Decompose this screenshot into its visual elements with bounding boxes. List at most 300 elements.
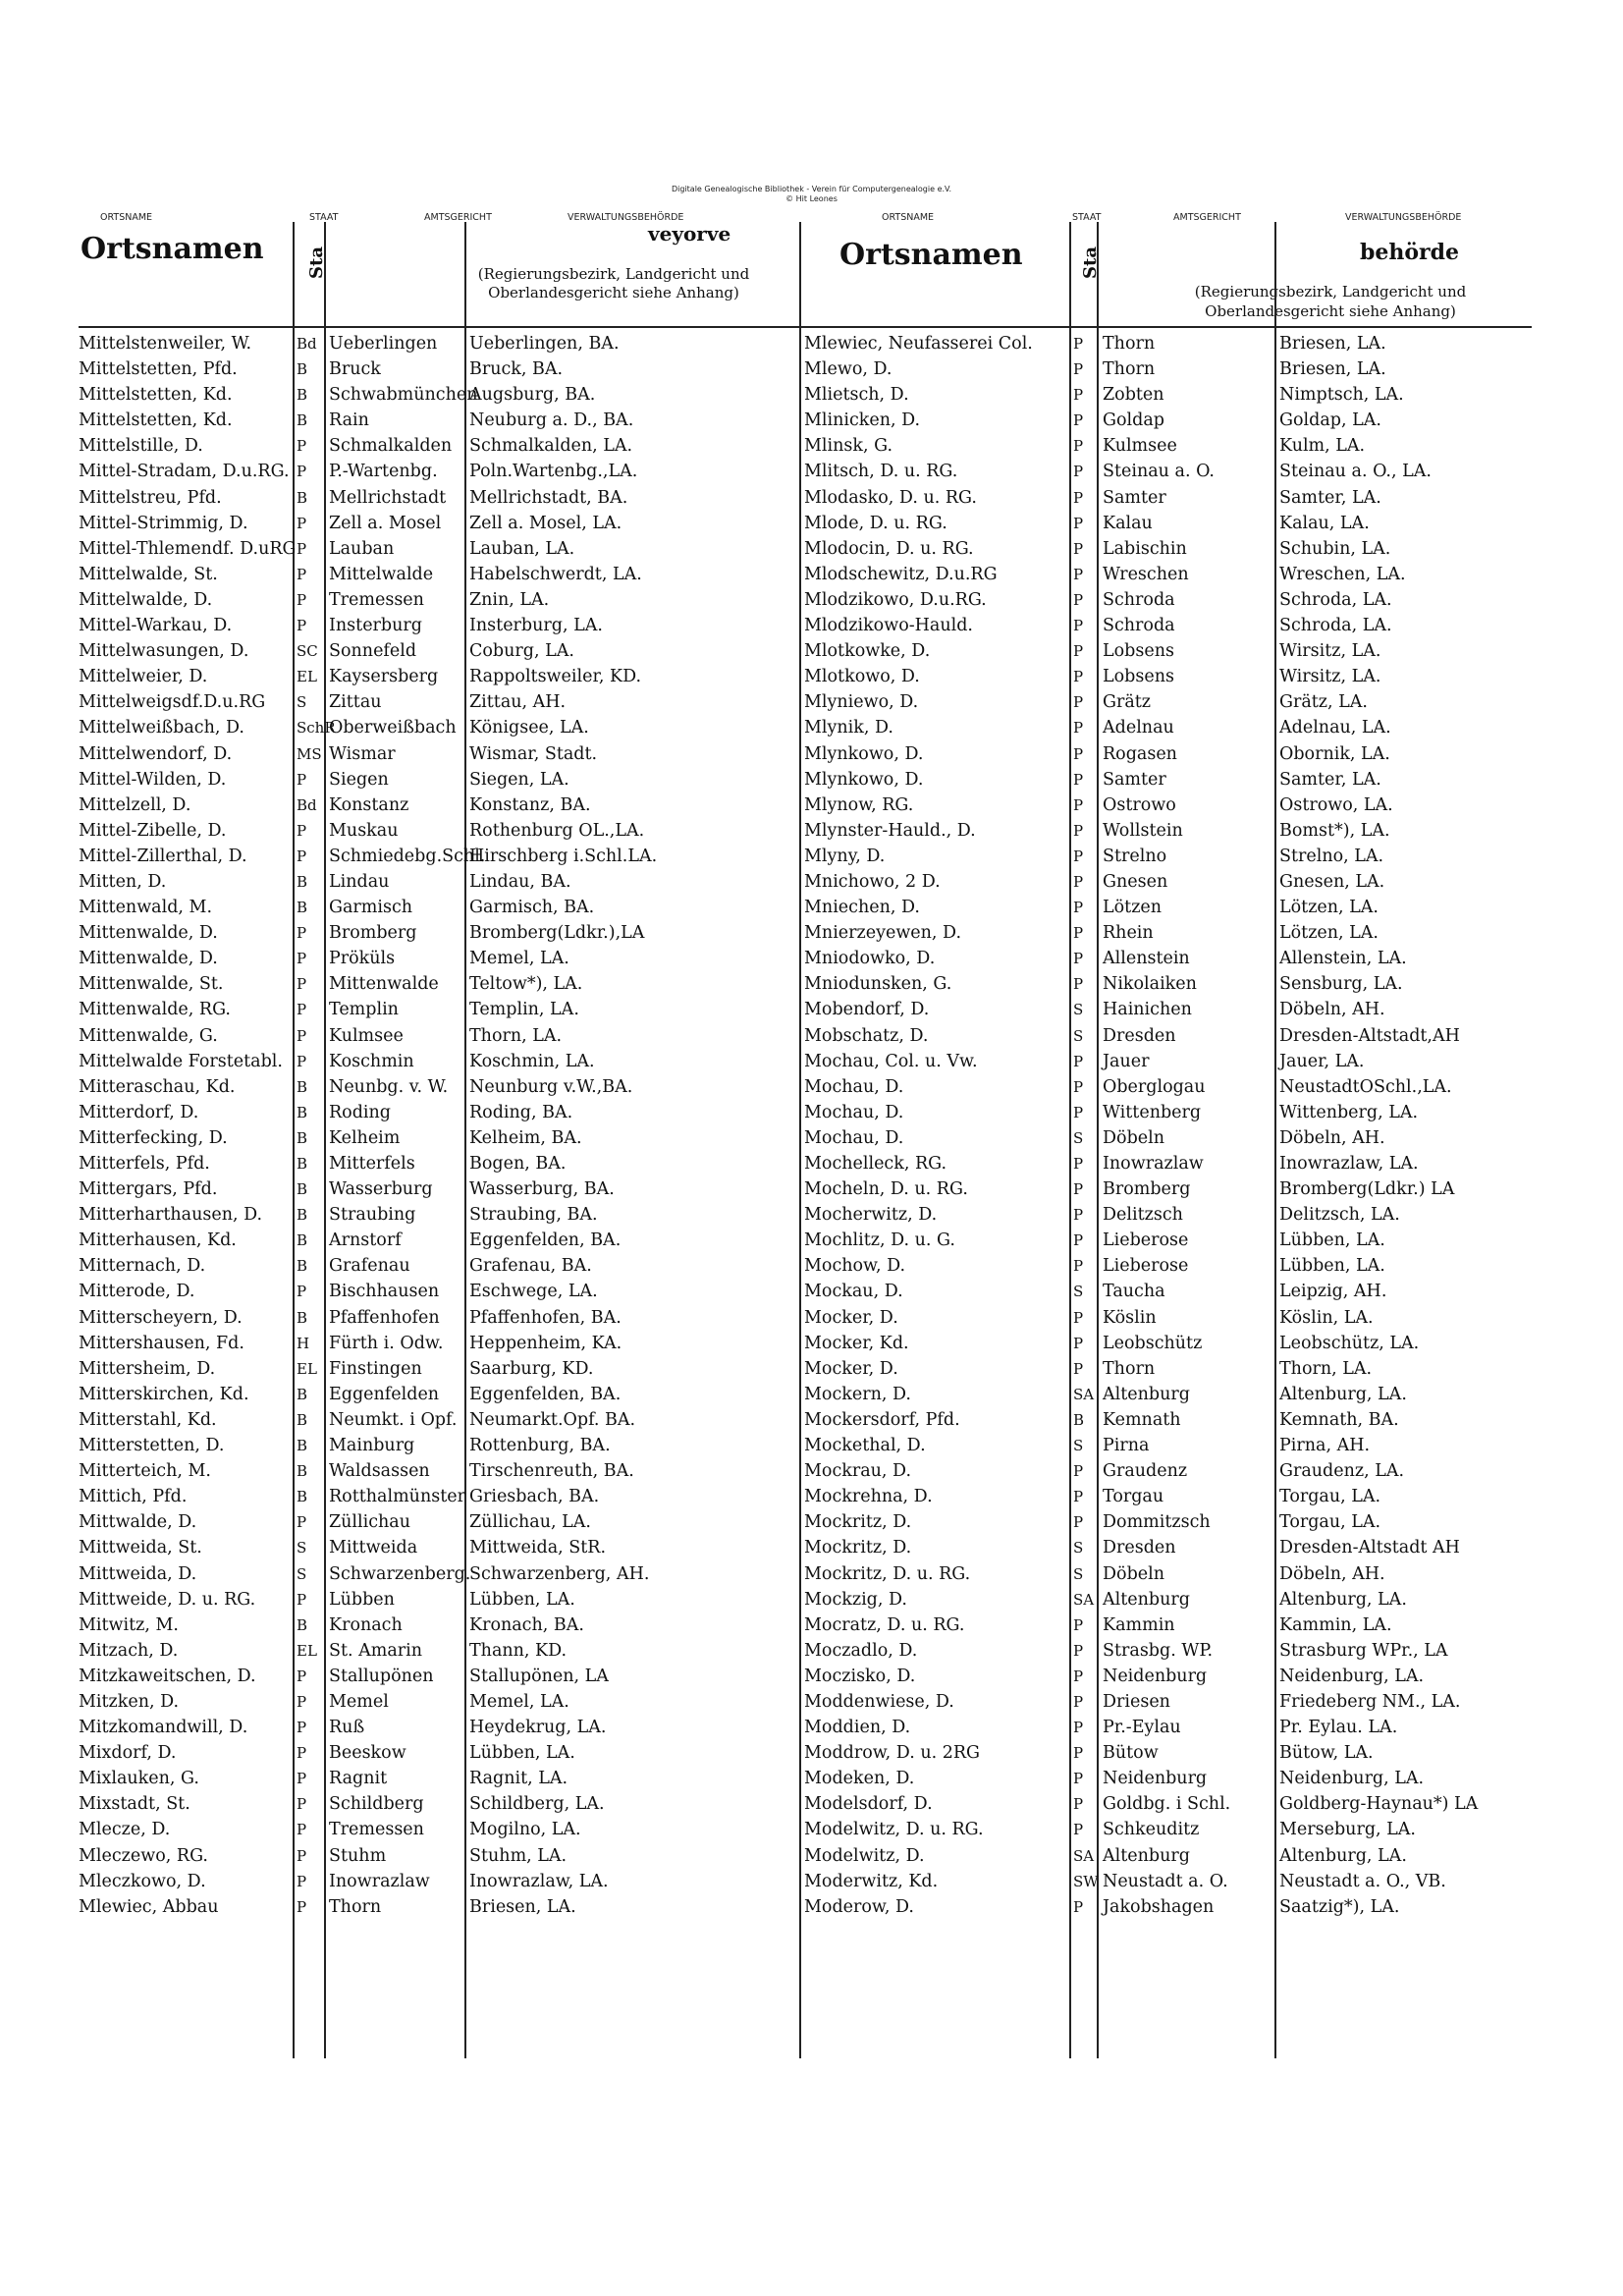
verwaltung-cell: Schildberg, LA. xyxy=(469,1794,605,1815)
amtsgericht-cell: Oberweißbach xyxy=(329,718,457,738)
amtsgericht-cell: Stuhm xyxy=(329,1845,387,1866)
table-row xyxy=(800,1049,1532,1074)
staat-cell: B xyxy=(297,1128,308,1147)
table-row xyxy=(79,920,800,946)
ortsname-cell: Mlynik, D. xyxy=(804,718,893,738)
ortsname-cell: Mitzach, D. xyxy=(79,1640,179,1661)
staat-cell: P xyxy=(297,1744,307,1763)
amtsgericht-cell: Kulmsee xyxy=(1103,436,1177,457)
ortsname-cell: Mocker, D. xyxy=(804,1358,898,1379)
staat-cell: P xyxy=(297,590,307,609)
staat-cell: P xyxy=(297,975,307,994)
ortsname-cell: Mittelweier, D. xyxy=(79,667,208,687)
staat-cell: P xyxy=(1073,719,1084,738)
ortsname-cell: Mittelwasungen, D. xyxy=(79,641,249,662)
header-label-staat-right: STAAT xyxy=(1072,212,1102,223)
table-row xyxy=(800,1331,1532,1356)
verwaltung-cell: Neustadt a. O., VB. xyxy=(1279,1871,1446,1891)
staat-cell: P xyxy=(1073,1308,1084,1327)
header-label-ortsname-left: ORTSNAME xyxy=(100,212,153,223)
staat-cell: P xyxy=(1073,847,1084,865)
amtsgericht-cell: Ueberlingen xyxy=(329,334,438,354)
table-row xyxy=(79,1843,800,1869)
staat-cell: P xyxy=(1073,668,1084,686)
verwaltung-cell: Lübben, LA. xyxy=(469,1589,575,1610)
table-row xyxy=(800,1151,1532,1176)
ortsname-cell: Mochau, D. xyxy=(804,1076,904,1097)
ortsname-cell: Mittelweigsdf.D.u.RG xyxy=(79,692,266,713)
verwaltung-cell: Altenburg, LA. xyxy=(1279,1589,1407,1610)
amtsgericht-cell: Grafenau xyxy=(329,1256,410,1277)
amtsgericht-cell: Rain xyxy=(329,410,369,431)
table-row xyxy=(79,741,800,767)
table-row xyxy=(79,1433,800,1458)
ortsname-cell: Mlinicken, D. xyxy=(804,410,921,431)
table-row xyxy=(79,562,800,587)
staat-cell: P xyxy=(1073,1795,1084,1814)
staat-cell: P xyxy=(1073,1334,1084,1352)
verwaltung-cell: Augsburg, BA. xyxy=(469,385,596,406)
table-row xyxy=(79,356,800,382)
amtsgericht-cell: Delitzsch xyxy=(1103,1205,1183,1226)
verwaltung-cell: Memel, LA. xyxy=(469,949,569,969)
staat-cell: P xyxy=(1073,1052,1084,1070)
amtsgericht-cell: Schkeuditz xyxy=(1103,1820,1200,1840)
verwaltung-cell: Torgau, LA. xyxy=(1279,1512,1381,1533)
verwaltung-cell: Goldberg-Haynau*) LA xyxy=(1279,1794,1479,1815)
table-row xyxy=(800,1766,1532,1791)
ortsname-cell: Mitterskirchen, Kd. xyxy=(79,1384,249,1404)
ortsname-cell: Mitterdorf, D. xyxy=(79,1102,199,1122)
amtsgericht-cell: Rogasen xyxy=(1103,743,1177,764)
amtsgericht-cell: Garmisch xyxy=(329,898,413,918)
amtsgericht-cell: Insterburg xyxy=(329,616,422,636)
table-row xyxy=(800,485,1532,511)
amtsgericht-cell: Schroda xyxy=(1103,616,1175,636)
amtsgericht-cell: Muskau xyxy=(329,820,399,841)
ortsname-cell: Mlodasko, D. u. RG. xyxy=(804,487,977,508)
staat-cell: P xyxy=(1073,1821,1084,1839)
verwaltung-cell: Samter, LA. xyxy=(1279,487,1381,508)
ortsname-cell: Mlynow, RG. xyxy=(804,794,914,815)
verwaltung-cell: Delitzsch, LA. xyxy=(1279,1205,1400,1226)
table-row xyxy=(800,1791,1532,1817)
right-staat-heading: Sta xyxy=(1080,246,1101,279)
amtsgericht-cell: Arnstorf xyxy=(329,1230,402,1251)
ortsname-cell: Moddien, D. xyxy=(804,1718,911,1738)
amtsgericht-cell: Thorn xyxy=(1103,359,1156,380)
verwaltung-cell: Konstanz, BA. xyxy=(469,794,591,815)
ortsname-cell: Mitternach, D. xyxy=(79,1256,206,1277)
ortsname-cell: Mitterscheyern, D. xyxy=(79,1307,243,1328)
table-row xyxy=(79,1638,800,1664)
amtsgericht-cell: Neidenburg xyxy=(1103,1666,1208,1686)
verwaltung-cell: Kelheim, BA. xyxy=(469,1127,582,1148)
verwaltung-cell: Torgau, LA. xyxy=(1279,1487,1381,1507)
ortsname-cell: Mittelstetten, Kd. xyxy=(79,385,233,406)
staat-cell: P xyxy=(1073,1770,1084,1788)
verwaltung-cell: Pr. Eylau. LA. xyxy=(1279,1718,1398,1738)
verwaltung-cell: Grafenau, BA. xyxy=(469,1256,592,1277)
amtsgericht-cell: Tremessen xyxy=(329,1820,424,1840)
ortsname-cell: Mockritz, D. xyxy=(804,1512,912,1533)
amtsgericht-cell: Wreschen xyxy=(1103,564,1189,584)
table-row xyxy=(79,1176,800,1202)
ortsname-cell: Mittel-Strimmig, D. xyxy=(79,513,248,533)
verwaltung-cell: Ostrowo, LA. xyxy=(1279,794,1393,815)
verwaltung-cell: Neidenburg, LA. xyxy=(1279,1769,1425,1789)
ortsname-cell: Mittel-Zibelle, D. xyxy=(79,820,227,841)
ortsname-cell: Mochau, D. xyxy=(804,1127,904,1148)
staat-cell: MS xyxy=(297,744,322,763)
staat-cell: P xyxy=(297,1026,307,1045)
ortsname-cell: Mitterhausen, Kd. xyxy=(79,1230,237,1251)
table-row xyxy=(800,971,1532,997)
amtsgericht-cell: Rhein xyxy=(1103,923,1154,944)
amtsgericht-cell: Zittau xyxy=(329,692,382,713)
amtsgericht-cell: Siegen xyxy=(329,769,389,790)
table-row xyxy=(79,1407,800,1433)
table-row xyxy=(79,1791,800,1817)
table-row xyxy=(800,459,1532,484)
ortsname-cell: Mitterode, D. xyxy=(79,1282,195,1302)
staat-cell: B xyxy=(297,1410,308,1429)
amtsgericht-cell: Pröküls xyxy=(329,949,396,969)
table-row xyxy=(800,331,1532,356)
right-behoerde-heading: behörde xyxy=(1360,240,1460,265)
verwaltung-cell: Mogilno, LA. xyxy=(469,1820,581,1840)
table-row xyxy=(79,1509,800,1535)
staat-cell: P xyxy=(1073,795,1084,814)
ortsname-cell: Mockritz, D. u. RG. xyxy=(804,1563,971,1584)
ortsname-cell: Mittershausen, Fd. xyxy=(79,1333,244,1353)
ortsname-cell: Mlodzikowo-Hauld. xyxy=(804,616,973,636)
staat-cell: P xyxy=(1073,617,1084,635)
verwaltung-cell: Wirsitz, LA. xyxy=(1279,641,1381,662)
table-row xyxy=(79,382,800,408)
verwaltung-cell: Briesen, LA. xyxy=(1279,359,1386,380)
verwaltung-cell: Bomst*), LA. xyxy=(1279,820,1390,841)
amtsgericht-cell: Inowrazlaw xyxy=(329,1871,430,1891)
amtsgericht-cell: Konstanz xyxy=(329,794,409,815)
table-row xyxy=(800,844,1532,869)
verwaltung-cell: Schwarzenberg, AH. xyxy=(469,1563,650,1584)
staat-cell: P xyxy=(1073,386,1084,405)
amtsgericht-cell: Dresden xyxy=(1103,1538,1176,1558)
amtsgericht-cell: Strasbg. WP. xyxy=(1103,1640,1214,1661)
amtsgericht-cell: Bromberg xyxy=(1103,1179,1191,1200)
verwaltung-cell: Lindau, BA. xyxy=(469,871,571,892)
ortsname-cell: Mobendorf, D. xyxy=(804,1000,930,1020)
verwaltung-cell: Schubin, LA. xyxy=(1279,538,1391,559)
ortsname-cell: Moczadlo, D. xyxy=(804,1640,918,1661)
table-row xyxy=(79,1869,800,1894)
verwaltung-cell: Wismar, Stadt. xyxy=(469,743,598,764)
ortsname-cell: Mocker, Kd. xyxy=(804,1333,909,1353)
verwaltung-cell: Leipzig, AH. xyxy=(1279,1282,1387,1302)
table-row xyxy=(79,587,800,613)
ortsname-cell: Mnichowo, 2 D. xyxy=(804,871,941,892)
amtsgericht-cell: Waldsassen xyxy=(329,1461,430,1482)
verwaltung-cell: Kammin, LA. xyxy=(1279,1614,1392,1635)
table-row xyxy=(800,1458,1532,1484)
table-row xyxy=(79,793,800,818)
staat-cell: P xyxy=(1073,360,1084,379)
verwaltung-cell: Wasserburg, BA. xyxy=(469,1179,615,1200)
verwaltung-cell: Altenburg, LA. xyxy=(1279,1845,1407,1866)
verwaltung-cell: Samter, LA. xyxy=(1279,769,1381,790)
ortsname-cell: Mockersdorf, Pfd. xyxy=(804,1409,960,1430)
staat-cell: B xyxy=(297,1437,308,1455)
amtsgericht-cell: Altenburg xyxy=(1103,1845,1190,1866)
staat-cell: P xyxy=(297,1692,307,1711)
verwaltung-cell: NeustadtOSchl.,LA. xyxy=(1279,1076,1452,1097)
table-row xyxy=(800,1613,1532,1638)
table-row xyxy=(800,536,1532,562)
table-row xyxy=(79,433,800,459)
amtsgericht-cell: Stallupönen xyxy=(329,1666,434,1686)
amtsgericht-cell: Steinau a. O. xyxy=(1103,462,1215,482)
ortsname-cell: Mochelleck, RG. xyxy=(804,1154,947,1174)
verwaltung-cell: Lötzen, LA. xyxy=(1279,923,1379,944)
amtsgericht-cell: Schmiedebg.Schl. xyxy=(329,846,486,866)
verwaltung-cell: Bromberg(Ldkr.) LA xyxy=(1279,1179,1455,1200)
verwaltung-cell: Habelschwerdt, LA. xyxy=(469,564,642,584)
header-label-amtsgericht-right: AMTSGERICHT xyxy=(1173,212,1241,223)
verwaltung-cell: Zittau, AH. xyxy=(469,692,567,713)
ortsname-cell: Mitzkaweitschen, D. xyxy=(79,1666,256,1686)
verwaltung-cell: Königsee, LA. xyxy=(469,718,589,738)
table-row xyxy=(800,638,1532,664)
table-row xyxy=(79,1689,800,1715)
verwaltung-cell: Neuburg a. D., BA. xyxy=(469,410,634,431)
ortsname-cell: Mockrehna, D. xyxy=(804,1487,933,1507)
table-row xyxy=(79,1613,800,1638)
ortsname-cell: Mlewiec, Abbau xyxy=(79,1896,219,1917)
amtsgericht-cell: Adelnau xyxy=(1103,718,1174,738)
amtsgericht-cell: Neidenburg xyxy=(1103,1769,1208,1789)
staat-cell: P xyxy=(1073,1897,1084,1916)
staat-cell: S xyxy=(1073,1128,1084,1147)
ortsname-cell: Mockritz, D. xyxy=(804,1538,912,1558)
verwaltung-cell: Insterburg, LA. xyxy=(469,616,603,636)
staat-cell: P xyxy=(297,770,307,789)
ortsname-cell: Mittel-Stradam, D.u.RG. xyxy=(79,462,290,482)
amtsgericht-cell: Gnesen xyxy=(1103,871,1168,892)
staat-cell: S xyxy=(1073,1001,1084,1019)
ortsname-cell: Mitterfecking, D. xyxy=(79,1127,228,1148)
table-row xyxy=(800,1509,1532,1535)
verwaltung-cell: Kulm, LA. xyxy=(1279,436,1366,457)
credit-line-2: © Hit Leones xyxy=(785,194,838,203)
ortsname-cell: Mleczkowo, D. xyxy=(79,1871,206,1891)
amtsgericht-cell: Torgau xyxy=(1103,1487,1164,1507)
staat-cell: SA xyxy=(1073,1846,1095,1865)
ortsname-cell: Mocherwitz, D. xyxy=(804,1205,938,1226)
ortsname-cell: Mleczewo, RG. xyxy=(79,1845,208,1866)
amtsgericht-cell: Jauer xyxy=(1103,1051,1150,1071)
staat-cell: P xyxy=(1073,693,1084,712)
verwaltung-cell: Neidenburg, LA. xyxy=(1279,1666,1425,1686)
ortsname-cell: Mlewo, D. xyxy=(804,359,893,380)
table-row xyxy=(79,1535,800,1560)
ortsname-cell: Mockrau, D. xyxy=(804,1461,912,1482)
amtsgericht-cell: Fürth i. Odw. xyxy=(329,1333,444,1353)
staat-cell: S xyxy=(297,693,307,712)
staat-cell: P xyxy=(1073,821,1084,840)
ortsname-cell: Mittelstille, D. xyxy=(79,436,203,457)
verwaltung-cell: Tirschenreuth, BA. xyxy=(469,1461,634,1482)
ortsname-cell: Mittenwalde, G. xyxy=(79,1025,218,1046)
table-row xyxy=(800,408,1532,433)
table-row xyxy=(79,331,800,356)
verwaltung-cell: Briesen, LA. xyxy=(469,1896,576,1917)
verwaltung-cell: Graudenz, LA. xyxy=(1279,1461,1405,1482)
verwaltung-cell: Strasburg WPr., LA xyxy=(1279,1640,1448,1661)
table-row xyxy=(800,1074,1532,1100)
ortsname-cell: Mocker, D. xyxy=(804,1307,898,1328)
staat-cell: B xyxy=(297,1103,308,1121)
staat-cell: B xyxy=(297,411,308,430)
ortsname-cell: Moczisko, D. xyxy=(804,1666,916,1686)
ortsname-cell: Mittweide, D. u. RG. xyxy=(79,1589,256,1610)
staat-cell: P xyxy=(1073,1641,1084,1660)
ortsname-cell: Mobschatz, D. xyxy=(804,1025,929,1046)
ortsname-cell: Mlecze, D. xyxy=(79,1820,171,1840)
amtsgericht-cell: Inowrazlaw xyxy=(1103,1154,1204,1174)
ortsname-cell: Modeken, D. xyxy=(804,1769,915,1789)
table-row xyxy=(800,587,1532,613)
table-row xyxy=(800,1715,1532,1740)
table-row xyxy=(79,997,800,1022)
left-staat-heading: Sta xyxy=(306,246,327,279)
table-row xyxy=(800,869,1532,895)
staat-cell: H xyxy=(297,1334,310,1352)
ortsname-cell: Mockern, D. xyxy=(804,1384,911,1404)
staat-cell: B xyxy=(297,1206,308,1225)
ortsname-cell: Mittenwald, M. xyxy=(79,898,213,918)
ortsname-cell: Mochau, D. xyxy=(804,1102,904,1122)
amtsgericht-cell: Neustadt a. O. xyxy=(1103,1871,1228,1891)
amtsgericht-cell: Kulmsee xyxy=(329,1025,404,1046)
ortsname-cell: Mockau, D. xyxy=(804,1282,903,1302)
table-row xyxy=(800,1689,1532,1715)
table-row xyxy=(800,715,1532,740)
verwaltung-cell: Kalau, LA. xyxy=(1279,513,1370,533)
table-row xyxy=(79,767,800,793)
table-row xyxy=(800,1382,1532,1407)
verwaltung-cell: Heppenheim, KA. xyxy=(469,1333,622,1353)
amtsgericht-cell: Ostrowo xyxy=(1103,794,1176,815)
staat-cell: P xyxy=(1073,1667,1084,1685)
staat-cell: P xyxy=(1073,950,1084,968)
table-row xyxy=(800,741,1532,767)
amtsgericht-cell: Goldap xyxy=(1103,410,1164,431)
ortsname-cell: Mniechen, D. xyxy=(804,898,920,918)
staat-cell: P xyxy=(297,1770,307,1788)
amtsgericht-cell: Lauban xyxy=(329,538,395,559)
verwaltung-cell: Lübben, LA. xyxy=(469,1743,575,1764)
ortsname-cell: Mitzken, D. xyxy=(79,1691,180,1712)
table-row xyxy=(800,818,1532,844)
table-row xyxy=(800,1664,1532,1689)
ortsname-cell: Mlyniewo, D. xyxy=(804,692,919,713)
verwaltung-cell: Döbeln, AH. xyxy=(1279,1563,1385,1584)
amtsgericht-cell: Finstingen xyxy=(329,1358,422,1379)
amtsgericht-cell: Ruß xyxy=(329,1718,365,1738)
staat-cell: S xyxy=(1073,1026,1084,1045)
table-row xyxy=(79,715,800,740)
ortsname-cell: Modelwitz, D. u. RG. xyxy=(804,1820,984,1840)
right-rows xyxy=(800,331,1532,1920)
table-row xyxy=(800,1869,1532,1894)
staat-cell: P xyxy=(297,539,307,558)
amtsgericht-cell: Pr.-Eylau xyxy=(1103,1718,1181,1738)
table-row xyxy=(800,613,1532,638)
verwaltung-cell: Bogen, BA. xyxy=(469,1154,567,1174)
table-row xyxy=(79,1305,800,1331)
table-row xyxy=(800,382,1532,408)
staat-cell: B xyxy=(297,1231,308,1250)
verwaltung-cell: Mittweida, StR. xyxy=(469,1538,607,1558)
staat-cell: B xyxy=(297,360,308,379)
ortsname-cell: Mitzkomandwill, D. xyxy=(79,1718,248,1738)
ortsname-cell: Modelwitz, D. xyxy=(804,1845,925,1866)
table-row xyxy=(800,1125,1532,1151)
amtsgericht-cell: Kammin xyxy=(1103,1614,1175,1635)
table-row xyxy=(79,485,800,511)
table-row xyxy=(79,1202,800,1228)
verwaltung-cell: Obornik, LA. xyxy=(1279,743,1390,764)
verwaltung-cell: Poln.Wartenbg.,LA. xyxy=(469,462,638,482)
amtsgericht-cell: St. Amarin xyxy=(329,1640,423,1661)
verwaltung-cell: Wittenberg, LA. xyxy=(1279,1102,1419,1122)
amtsgericht-cell: Wollstein xyxy=(1103,820,1183,841)
staat-cell: P xyxy=(1073,1231,1084,1250)
staat-cell: P xyxy=(297,565,307,583)
amtsgericht-cell: Ragnit xyxy=(329,1769,388,1789)
amtsgericht-cell: Sonnefeld xyxy=(329,641,417,662)
amtsgericht-cell: Neunbg. v. W. xyxy=(329,1076,449,1097)
table-row xyxy=(800,997,1532,1022)
verwaltung-cell: Eggenfelden, BA. xyxy=(469,1230,622,1251)
ortsname-cell: Mittergars, Pfd. xyxy=(79,1179,218,1200)
table-row xyxy=(800,433,1532,459)
staat-cell: P xyxy=(1073,975,1084,994)
staat-cell: B xyxy=(297,488,308,507)
ortsname-cell: Mockzig, D. xyxy=(804,1589,907,1610)
table-row xyxy=(800,689,1532,715)
table-row xyxy=(800,1100,1532,1125)
staat-cell: P xyxy=(297,1001,307,1019)
ortsname-cell: Mitwitz, M. xyxy=(79,1614,179,1635)
amtsgericht-cell: Lieberose xyxy=(1103,1230,1189,1251)
staat-cell: P xyxy=(297,924,307,943)
table-row xyxy=(800,1305,1532,1331)
table-row xyxy=(800,1638,1532,1664)
ortsname-cell: Mlitsch, D. u. RG. xyxy=(804,462,958,482)
amtsgericht-cell: Bromberg xyxy=(329,923,417,944)
staat-cell: P xyxy=(297,463,307,481)
ortsname-cell: Mittelwalde Forstetabl. xyxy=(79,1051,283,1071)
right-note-line-1: (Regierungsbezirk, Landgericht und xyxy=(1194,283,1467,301)
amtsgericht-cell: Kronach xyxy=(329,1614,403,1635)
staat-cell: S xyxy=(297,1539,307,1558)
ortsname-cell: Mlodzikowo, D.u.RG. xyxy=(804,589,987,610)
ortsname-cell: Mitterteich, M. xyxy=(79,1461,211,1482)
table-row xyxy=(800,1228,1532,1253)
amtsgericht-cell: Lobsens xyxy=(1103,641,1174,662)
